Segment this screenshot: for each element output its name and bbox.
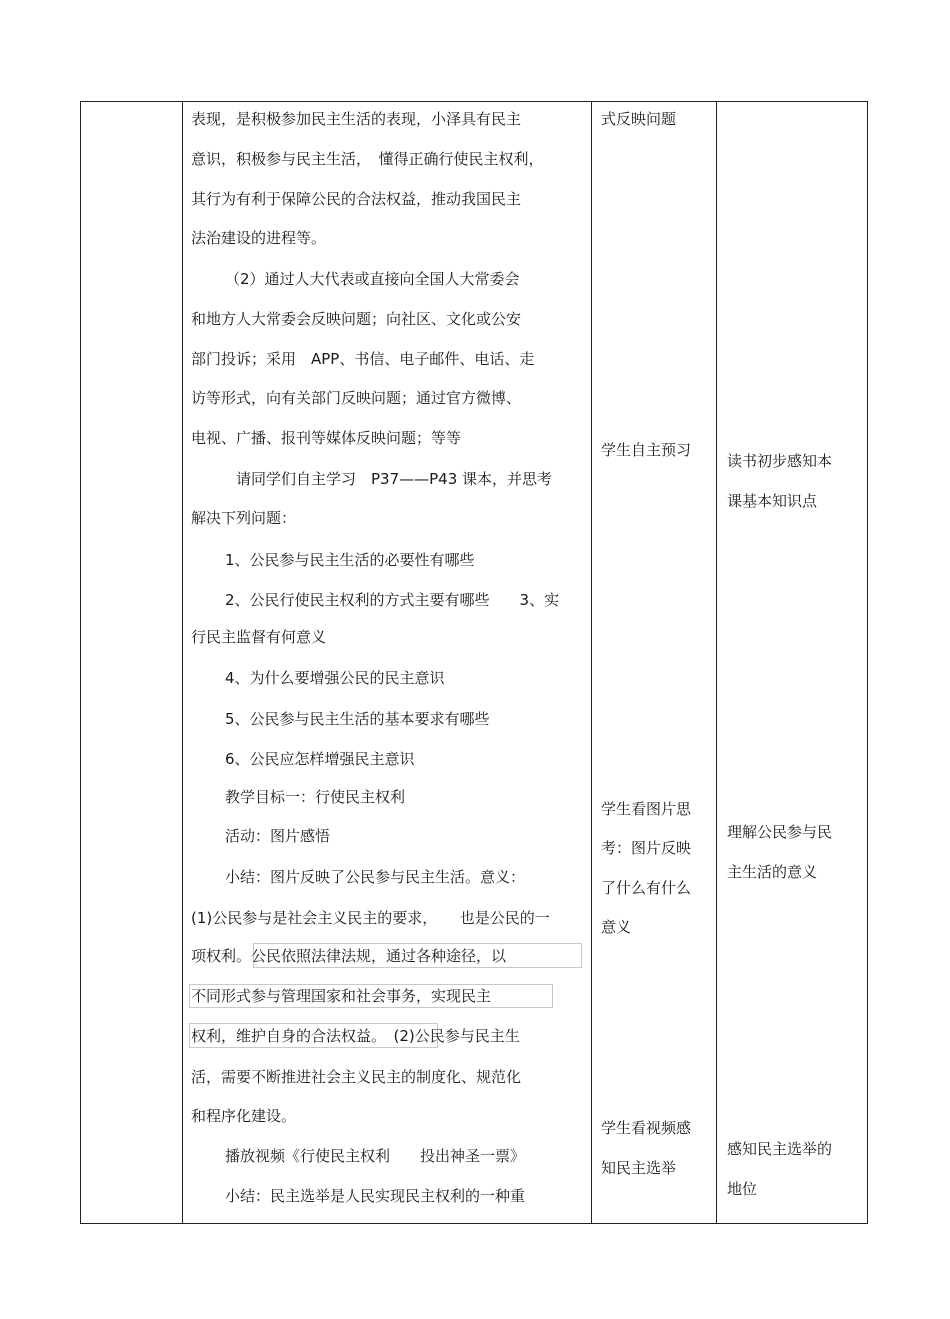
main-text-line: 项权利。公民依照法律法规，通过各种途径，以 <box>191 947 507 965</box>
column-divider <box>182 102 183 1223</box>
main-text-line: 2、公民行使民主权利的方式主要有哪些 3、实 <box>225 591 560 609</box>
main-text-line: （2）通过人大代表或直接向全国人大常委会 <box>225 270 520 288</box>
main-text-line: (1)公民参与是社会主义民主的要求， 也是公民的一 <box>191 909 550 927</box>
main-text-line: 请同学们自主学习 P37——P43 课本，并思考 <box>236 470 553 488</box>
purpose-line: 地位 <box>727 1180 758 1198</box>
student-activity-line: 知民主选举 <box>601 1159 677 1177</box>
main-text-line: 部门投诉；采用 APP、书信、电子邮件、电话、走 <box>191 350 535 368</box>
column-divider <box>591 102 592 1223</box>
student-activity-line: 式反映问题 <box>601 110 677 128</box>
main-text-line: 4、为什么要增强公民的民主意识 <box>225 669 445 687</box>
main-text-line: 法治建设的进程等。 <box>191 229 327 247</box>
student-activity-line: 学生看视频感 <box>601 1119 692 1137</box>
student-activity-line: 学生自主预习 <box>601 441 692 459</box>
main-text-line: 1、公民参与民主生活的必要性有哪些 <box>225 551 475 569</box>
main-text-line: 表现，是积极参加民主生活的表现，小泽具有民主 <box>191 110 522 128</box>
main-text-line: 播放视频《行使民主权利 投出神圣一票》 <box>225 1147 526 1165</box>
main-text-line: 访等形式，向有关部门反映问题；通过官方微博、 <box>191 389 522 407</box>
main-text-line: 6、公民应怎样增强民主意识 <box>225 750 415 768</box>
main-text-line: 活，需要不断推进社会主义民主的制度化、规范化 <box>191 1068 522 1086</box>
column-divider <box>716 102 717 1223</box>
main-text-line: 行民主监督有何意义 <box>191 628 327 646</box>
main-text-line: 和程序化建设。 <box>191 1107 297 1125</box>
main-text-line: 电视、广播、报刊等媒体反映问题；等等 <box>191 429 462 447</box>
purpose-line: 课基本知识点 <box>727 492 818 510</box>
purpose-line: 主生活的意义 <box>727 863 818 881</box>
main-text-line: 小结：图片反映了公民参与民主生活。意义： <box>225 868 526 886</box>
main-text-line: 小结：民主选举是人民实现民主权利的一种重 <box>225 1187 526 1205</box>
main-text-line: 意识，积极参与民主生活， 懂得正确行使民主权利， <box>191 150 544 168</box>
main-text-line: 其行为有利于保障公民的合法权益，推动我国民主 <box>191 190 522 208</box>
main-text-line: 权利，维护自身的合法权益。 (2)公民参与民主生 <box>191 1027 520 1045</box>
student-activity-line: 考：图片反映 <box>601 839 692 857</box>
main-text-line: 不同形式参与管理国家和社会事务，实现民主 <box>191 987 492 1005</box>
student-activity-line: 了什么有什么 <box>601 879 692 897</box>
purpose-line: 感知民主选举的 <box>727 1140 833 1158</box>
student-activity-line: 学生看图片思 <box>601 800 692 818</box>
purpose-line: 理解公民参与民 <box>727 823 833 841</box>
main-text-line: 和地方人大常委会反映问题；向社区、文化或公安 <box>191 310 522 328</box>
student-activity-line: 意义 <box>601 918 632 936</box>
main-text-line: 教学目标一：行使民主权利 <box>225 788 406 806</box>
purpose-line: 读书初步感知本 <box>727 452 833 470</box>
main-text-line: 5、公民参与民主生活的基本要求有哪些 <box>225 710 490 728</box>
main-text-line: 活动：图片感悟 <box>225 827 331 845</box>
main-text-line: 解决下列问题： <box>191 509 297 527</box>
